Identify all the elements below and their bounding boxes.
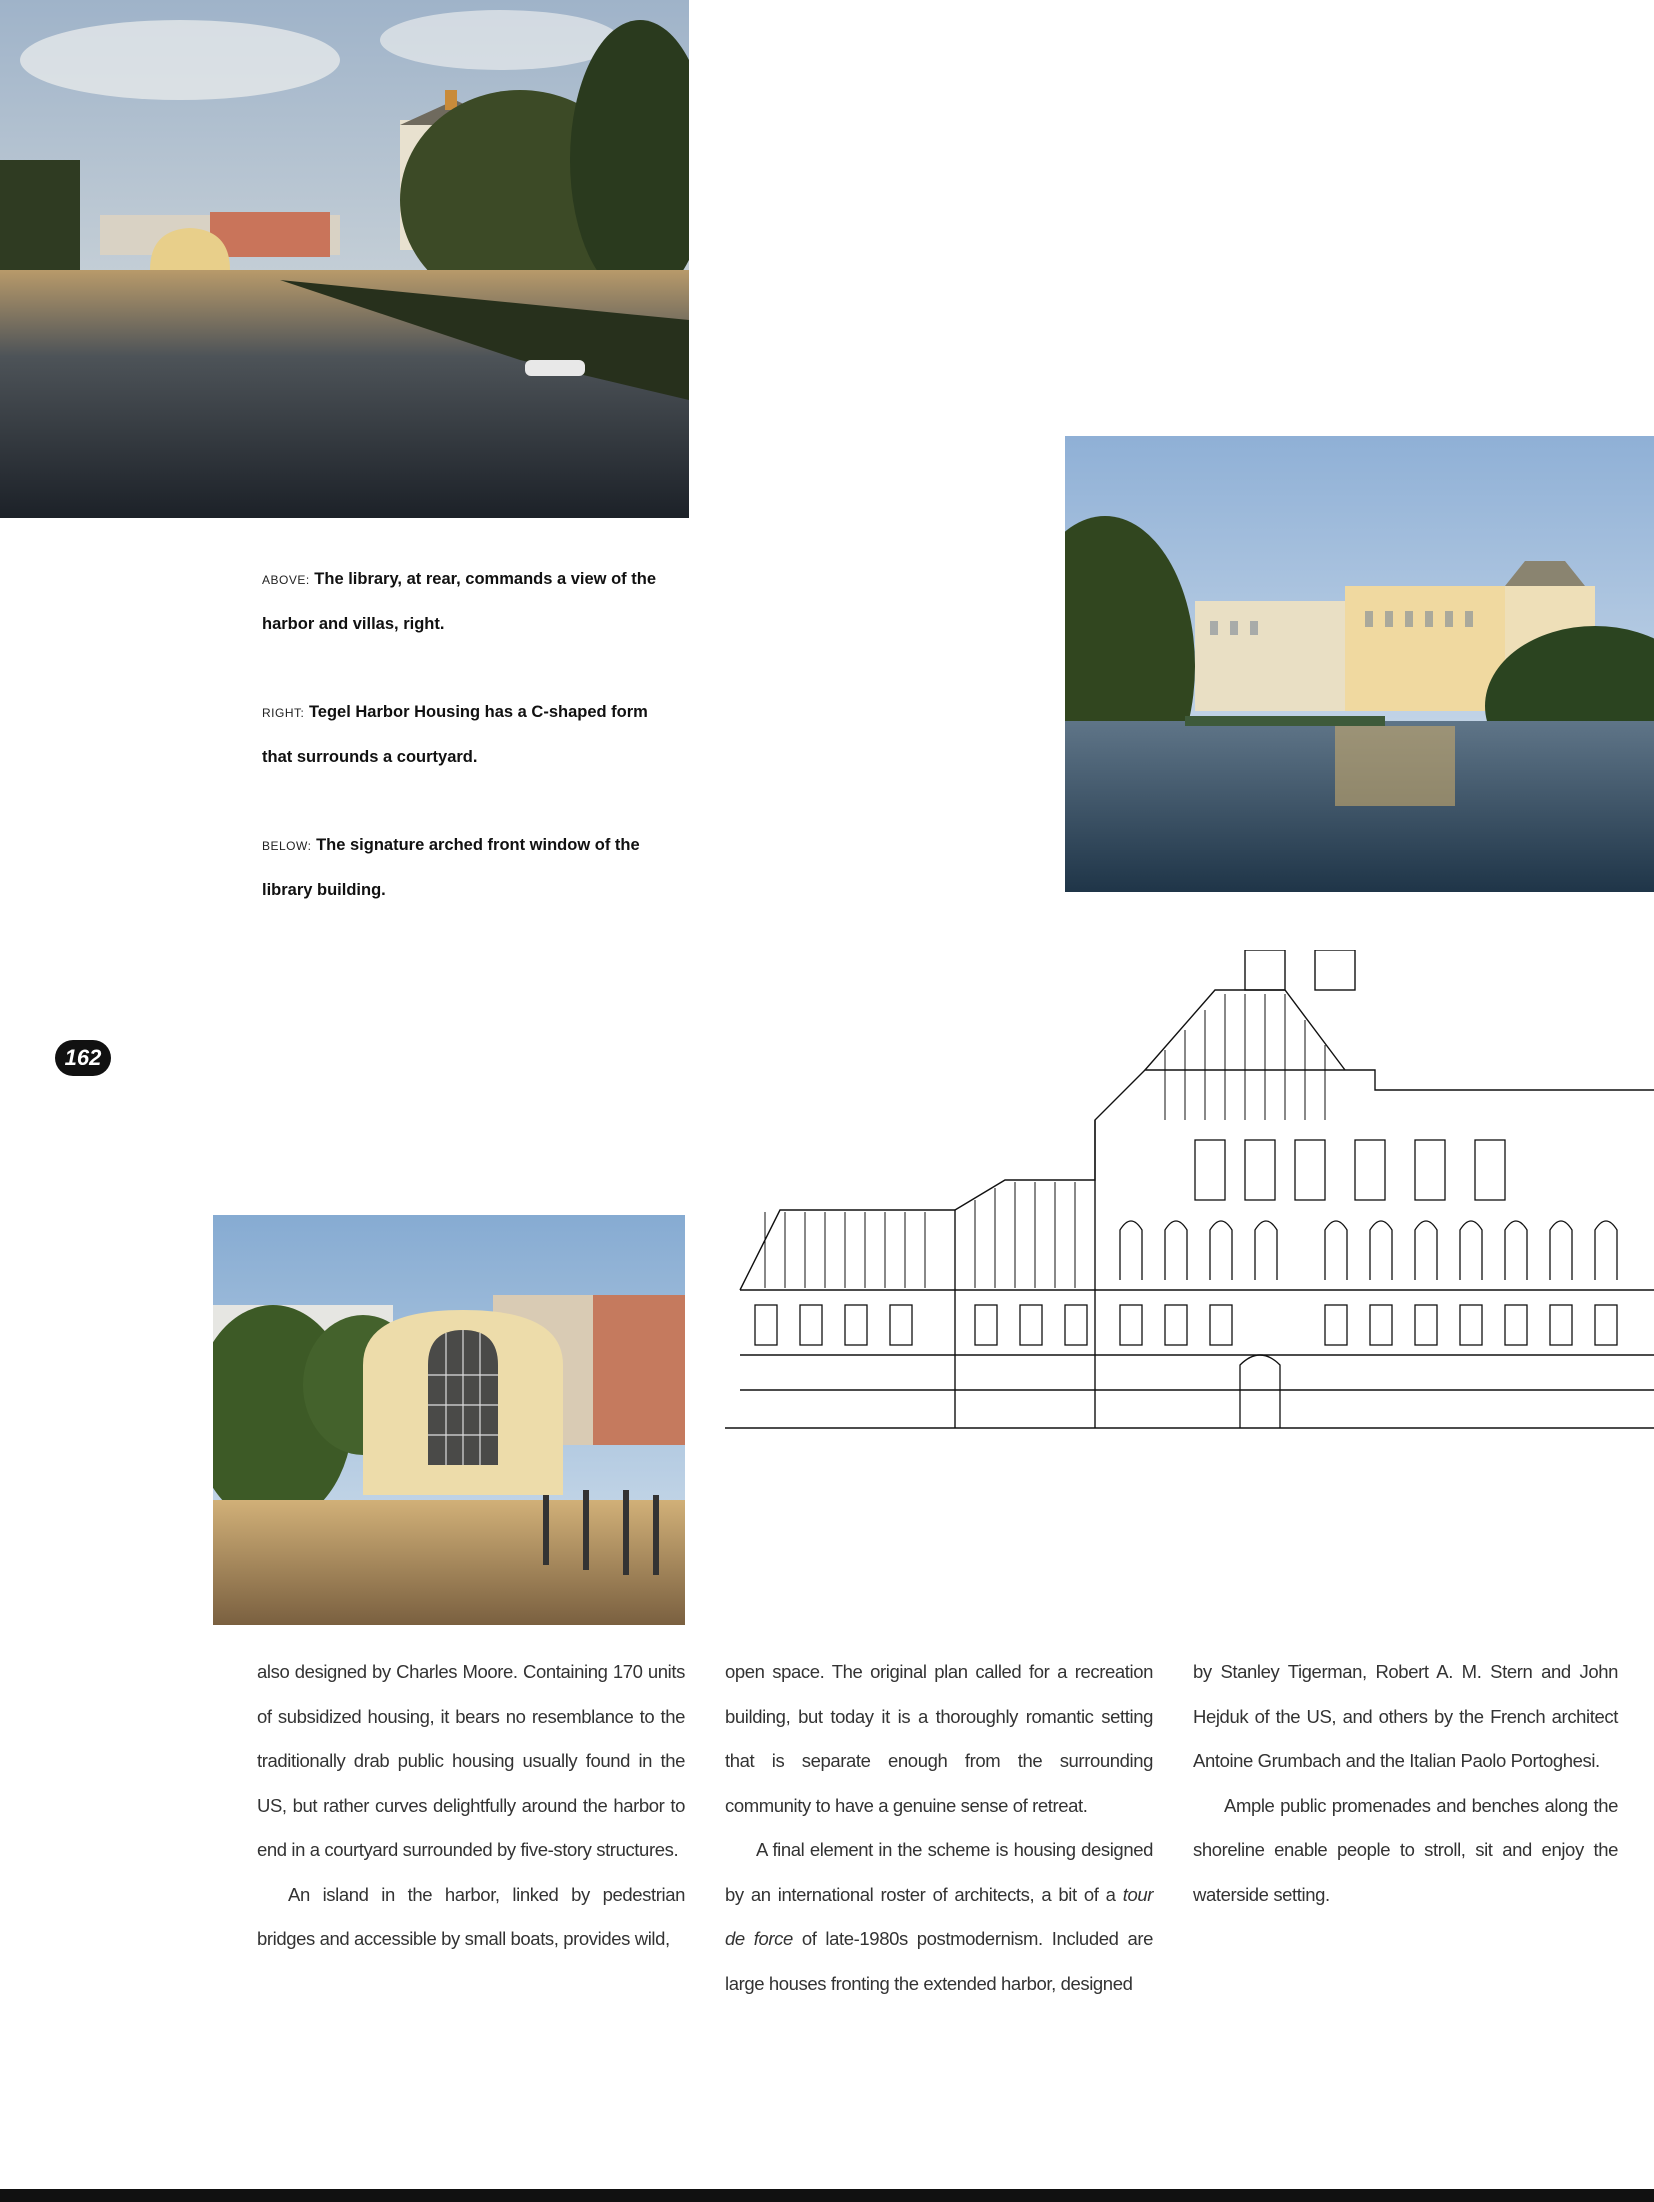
body-column-3: [1193, 1650, 1618, 1917]
caption-above-label: ABOVE:: [262, 573, 310, 587]
drawing-housing-elevation: [725, 950, 1654, 1435]
caption-above: [262, 557, 682, 646]
col1-paragraph-2: An island in the harbor, linked by pedestrian bridges and accessible by small boats, provides wild,: [257, 1883, 685, 1949]
col2-text-italic: tour de force: [725, 1883, 1153, 1949]
caption-below: [262, 823, 682, 912]
caption-right-label: RIGHT:: [262, 706, 305, 720]
page-number: 162: [55, 1040, 111, 1076]
caption-below-text: The signature arched front window of the library building.: [262, 836, 640, 899]
col2-text-a: A final element in the scheme is housing designed by an international roster of architects, a bit of a: [725, 1839, 1153, 1905]
caption-right-text: Tegel Harbor Housing has a C-shaped form that surrounds a courtyard.: [262, 703, 648, 766]
col2-paragraph-1: open space. The original plan called for a recreation building, but today it is a thoroughly romantic setting that is separate enough from the surrounding community to have a genuine sense of retreat.: [725, 1661, 1153, 1816]
photo-library-arched-window: [213, 1215, 685, 1625]
col3-paragraph-1: by Stanley Tigerman, Robert A. M. Stern and John Hejduk of the US, and others by the French architect Antoine Grumbach and the Italian Paolo Portoghesi.: [1193, 1661, 1618, 1771]
caption-above-text: The library, at rear, commands a view of the harbor and villas, right.: [262, 570, 657, 633]
bottom-edge-bar: [0, 2189, 1654, 2202]
body-column-1: [257, 1650, 685, 1962]
caption-below-label: BELOW:: [262, 839, 312, 853]
caption-right: [262, 690, 682, 779]
photo-harbor-library-view: [0, 0, 689, 518]
col2-text-b: of late-1980s postmodernism. Included are large houses fronting the extended harbor, designed: [725, 1928, 1153, 1994]
body-column-2: [725, 1650, 1153, 2006]
photo-tegel-harbor-housing: [1065, 436, 1654, 892]
col3-paragraph-2: Ample public promenades and benches along the shoreline enable people to stroll, sit and enjoy the waterside setting.: [1193, 1794, 1618, 1905]
col2-paragraph-2: [725, 1828, 1153, 2006]
col1-paragraph-1: also designed by Charles Moore. Containing 170 units of subsidized housing, it bears no resemblance to the traditionally drab public housing usually found in the US, but rather curves delightfully around the harbor to end in a courtyard surrounded by five-story structures.: [257, 1661, 685, 1860]
